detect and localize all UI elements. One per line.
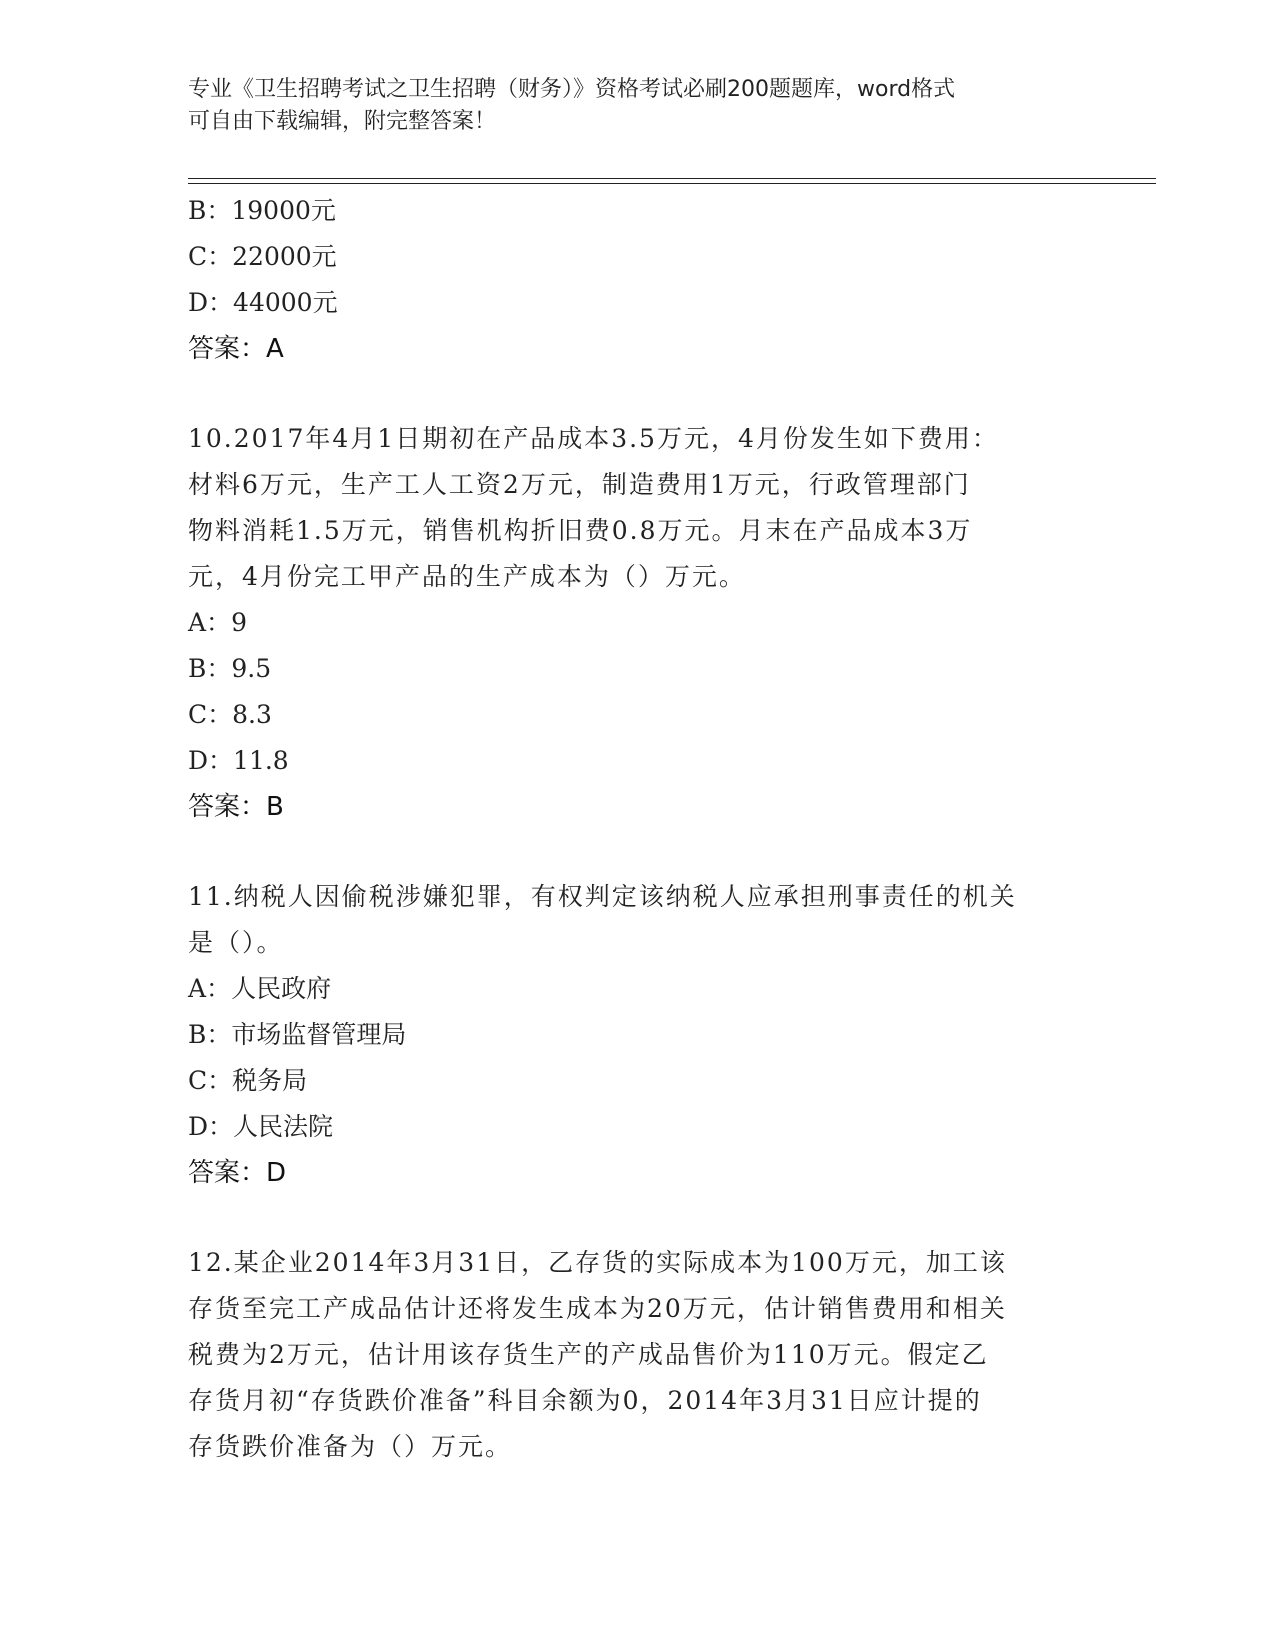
question-12 xyxy=(188,1240,1088,1470)
question-text-line: 元，4月份完工甲产品的生产成本为（）万元。 xyxy=(188,562,746,591)
option-item: C：税务局 xyxy=(188,1066,308,1095)
question-text-line: 是（）。 xyxy=(188,928,284,957)
question-text-line: 存货至完工产成品估计还将发生成本为20万元，估计销售费用和相关 xyxy=(188,1294,1007,1323)
question-text-line: 存货月初“存货跌价准备”科目余额为0，2014年3月31日应计提的 xyxy=(188,1386,982,1415)
option-item: A：9 xyxy=(188,608,247,637)
header-divider-top xyxy=(188,178,1156,179)
question-text-line: 存货跌价准备为（）万元。 xyxy=(188,1432,513,1461)
question-text-line: 物料消耗1.5万元，销售机构折旧费0.8万元。月末在产品成本3万 xyxy=(188,516,973,545)
option-item: B：市场监督管理局 xyxy=(188,1020,407,1049)
answer-line: 答案：D xyxy=(188,1158,287,1188)
question-text-line: 材料6万元，生产工人工资2万元，制造费用1万元，行政管理部门 xyxy=(188,470,971,499)
answer-line: 答案：B xyxy=(188,792,284,822)
option-item: C：8.3 xyxy=(188,700,272,729)
option-item: A：人民政府 xyxy=(188,974,332,1003)
document-header xyxy=(188,74,1088,138)
header-line-2: 可自由下载编辑，附完整答案！ xyxy=(188,109,497,134)
option-item: D：44000元 xyxy=(188,288,338,317)
header-divider-bottom xyxy=(188,183,1156,184)
header-line-1: 专业《卫生招聘考试之卫生招聘（财务）》资格考试必刷200题题库，word格式 xyxy=(188,77,956,102)
question-text-line: 10.2017年4月1日期初在产品成本3.5万元，4月份发生如下费用： xyxy=(188,424,999,453)
question-text-line: 税费为2万元，估计用该存货生产的产成品售价为110万元。假定乙 xyxy=(188,1340,989,1369)
question-11 xyxy=(188,874,1088,1196)
question-10 xyxy=(188,416,1088,830)
option-item: D：11.8 xyxy=(188,746,289,775)
document-body xyxy=(188,188,1088,1470)
answer-line: 答案：A xyxy=(188,334,284,364)
option-item: B：19000元 xyxy=(188,196,336,225)
option-item: B：9.5 xyxy=(188,654,272,683)
question-text-line: 12.某企业2014年3月31日，乙存货的实际成本为100万元，加工该 xyxy=(188,1248,1007,1277)
option-item: C：22000元 xyxy=(188,242,337,271)
question-text-line: 11.纳税人因偷税涉嫌犯罪，有权判定该纳税人应承担刑事责任的机关 xyxy=(188,882,1017,911)
prev-question-block xyxy=(188,188,1088,372)
option-item: D：人民法院 xyxy=(188,1112,334,1141)
